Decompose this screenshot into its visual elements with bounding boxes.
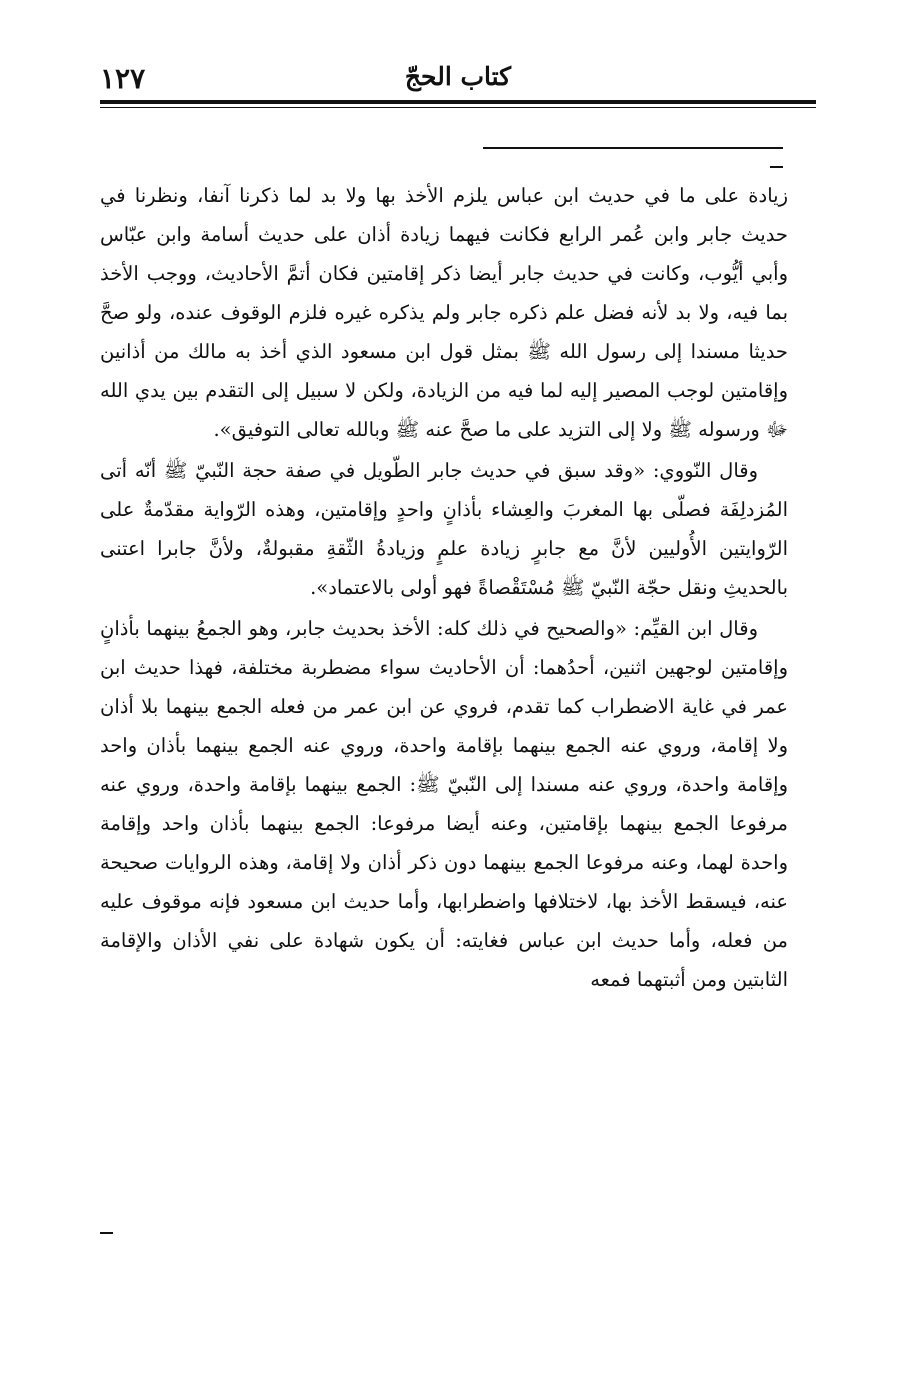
paragraph-ibn-qayyim-quote: وقال ابن القيِّم: «والصحيح في ذلك كله: الأخذ بحديث جابر، وهو الجمعُ بينهما بأذانٍ وإقامتين لوجهين اثنين، أحدُهما: أن الأحاديث سواء مضطربة مختلفة، فهذا حديث ابن عمر في غاية الاضطراب كما تقدم، فروي عن ابن عمر من فعله الجمع بينهما بلا أذان ولا إقامة، وروي عنه الجمع بينهما بإقامة واحدة، وروي عنه الجمع بينهما بأذان واحد وإقامة واحدة، وروي عنه مسندا إلى النّبيّ ﷺ: الجمع بينهما بإقامة واحدة، وروي عنه مرفوعا الجمع بينهما بإقامتين، وعنه أيضا مرفوعا: الجمع بينهما بأذان واحد وإقامة واحدة لهما، وعنه مرفوعا الجمع بينهما دون ذكر أذان ولا إقامة، وهذه الروايات صحيحة عنه، فيسقط الأخذ بها، لاختلافها واضطرابها، وأما حديث ابن مسعود فإنه موقوف عليه من فعله، وأما حديث ابن عباس فغايته: أن يكون شهادة على نفي الأذان والإقامة الثابتين ومن أثبتهما فمعه: [100, 617, 788, 991]
page-header: [100, 58, 816, 102]
continuation-mark-top: [770, 166, 783, 168]
paragraph-continued: زيادة على ما في حديث ابن عباس يلزم الأخذ بها ولا بد لما ذكرنا آنفا، ونظرنا في حديث جابر وابن عُمر الرابع فكانت فيهما زيادة أذان على حديث أسامة وابن عبّاس وأبي أيُّوب، وكانت في حديث جابر أيضا ذكر إقامتين فكان أتمَّ الأحاديث، ووجب الأخذ بما فيه، ولا بد لأنه فضل علم ذكره جابر ولم يذكره غيره فلزم الوقوف عنده، ولو صحَّ حديثا مسندا إلى رسول الله ﷺ بمثل قول ابن مسعود الذي أخذ به مالك من أذانين وإقامتين لوجب المصير إليه لما فيه من الزيادة، ولكن لا سبيل إلى التقدم بين يدي الله ﷻ ورسوله ﷺ ولا إلى التزيد على ما صحَّ عنه ﷺ وبالله تعالى التوفيق».: [100, 184, 788, 441]
page-number: ١٢٧: [100, 62, 146, 95]
continuation-mark-bottom: [100, 1232, 113, 1234]
paragraph-nawawi-quote: وقال النّووي: «وقد سبق في حديث جابر الطّويل في صفة حجة النّبيّ ﷺ أنّه أتى المُزدلِفَة فصلّى بها المغربَ والعِشاء بأذانٍ واحدٍ وإقامتين، وهذه الرّواية مقدّمةٌ على الرّوايتين الأُوليين لأنَّ مع جابرٍ زيادة علمٍ وزيادةُ الثّقةِ مقبولةٌ، ولأنَّ جابرا اعتنى بالحديثِ ونقل حجّة النّبيّ ﷺ مُسْتَقْصاةً فهو أولى بالاعتماد».: [100, 459, 788, 599]
header-rule-thin: [100, 107, 816, 108]
header-rule-thick: [100, 100, 816, 104]
main-text: [100, 176, 788, 999]
book-title: كتاب الحجّ: [404, 62, 512, 91]
separator-line: [483, 147, 783, 149]
